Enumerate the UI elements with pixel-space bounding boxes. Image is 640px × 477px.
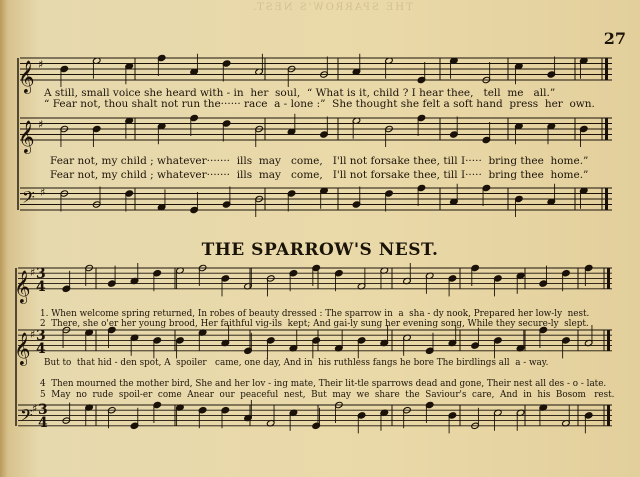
bass-clef: 𝄢 [22,187,35,211]
time-signature-bottom: 4 [38,415,48,431]
sharp-sign: ♯ [40,186,46,199]
time-signature-top: 3 [36,328,46,344]
lyric-line-3: Fear not, my child ; whatever······· ills may come, I'll not forsake thee, till I····· bring thee home.” [50,155,589,167]
treble-clef: 𝄞 [18,60,35,93]
bass-clef: 𝄢 [20,405,33,429]
song-title: THE SPARROW'S NEST. [201,240,439,260]
verse-5: 5 May no rude spoil-er come Anear our peaceful nest, But may we share the Saviour's care, And in his Bosom rest. [40,390,615,400]
sharp-sign: ♯ [30,266,36,279]
treble-clef: 𝄞 [14,332,31,365]
lyric-line-4: Fear not, my child ; whatever······· ills may come, I'll not forsake thee, till I····· bring thee home.” [50,169,589,181]
lyric-line-2: “ Fear not, thou shalt not run the······ race a - lone :” She thought she felt a soft hand press her own. [44,98,595,110]
sharp-sign: ♯ [30,328,36,341]
final-barline [605,118,608,140]
time-signature-top: 3 [36,266,46,282]
final-barline [607,405,610,426]
sharp-sign: ♯ [38,118,44,131]
verse-3-line: But to that hid - den spot, A spoiler came, one day, And in his ruthless fangs he bore The birdlings all a - way. [44,358,549,368]
verse-1: 1. When welcome spring returned, In robes of beauty dressed : The sparrow in a sha - dy nook, Prepared her low-ly nest. [40,309,590,319]
treble-clef: 𝄞 [14,270,31,303]
sharp-sign: ♯ [32,402,38,415]
final-barline [605,188,608,210]
bleed-through-header: THE SPARROW'S NEST. [251,2,413,13]
verse-2: 2 There, she o'er her young brood, Her faithful vig-ils kept; And gai-ly sung her evening song, While they secure-ly slept. [40,319,589,329]
verse-4: 4 Then mourned the mother bird, She and her lov - ing mate, Their lit-tle sparrows dead and gone, Their nest all des - o - late. [40,379,607,389]
time-signature-bottom: 4 [36,279,46,295]
final-barline [605,58,608,80]
final-barline [607,268,610,289]
time-signature-bottom: 4 [36,341,46,357]
final-barline [607,330,610,351]
sharp-sign: ♯ [38,58,44,71]
treble-clef: 𝄞 [18,120,35,153]
page-number: 27 [603,29,626,48]
time-signature-top: 3 [38,402,48,418]
lyric-line-1: A still, small voice she heard with - in her soul, “ What is it, child ? I hear thee, tell me all.” [44,87,556,99]
